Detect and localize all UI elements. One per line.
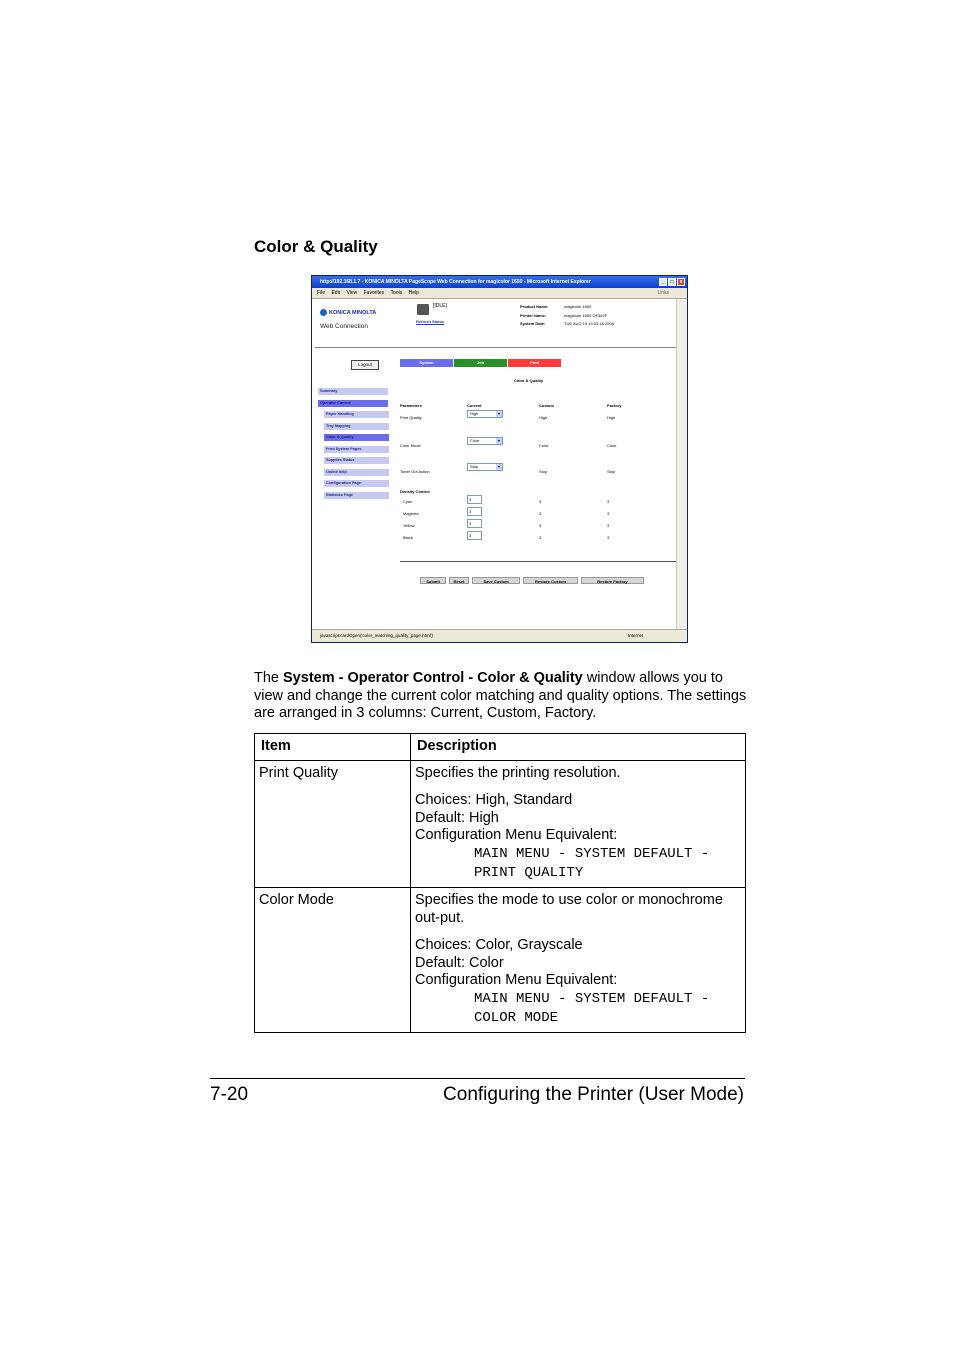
custom-black: 3 <box>539 535 542 540</box>
param-print-quality: Print Quality <box>400 415 422 420</box>
custom-toner-out: Stop <box>539 469 548 474</box>
browser-screenshot <box>311 275 688 643</box>
param-cyan: Cyan <box>403 499 413 504</box>
nav-print-system-pages[interactable]: Print System Pages <box>324 446 389 453</box>
chevron-down-icon: ▾ <box>497 464 500 469</box>
custom-yellow: 3 <box>539 523 542 528</box>
brand-logo: KONICA MINOLTA <box>320 309 376 316</box>
factory-magenta: 3 <box>607 511 610 516</box>
color-mode-select[interactable]: Color ▾ <box>467 437 503 445</box>
restore-factory-button[interactable]: Restore Factory <box>581 577 644 584</box>
col-custom: Custom <box>539 403 554 408</box>
printer-status: [IDLE] <box>433 303 447 309</box>
nav-configuration-page[interactable]: Configuration Page <box>324 480 389 487</box>
menu-file[interactable]: File <box>317 290 326 296</box>
side-nav <box>318 388 388 503</box>
action-buttons <box>420 577 644 584</box>
yellow-input[interactable]: 3 <box>467 519 482 528</box>
factory-black: 3 <box>607 535 610 540</box>
param-black: Black <box>403 535 413 540</box>
intro-paragraph: The System - Operator Control - Color & Quality window allows you to view and change the current color matching and quality options. The settings are arranged in 3 columns: Current, Custom, Factory. <box>254 670 747 722</box>
description-table <box>254 733 746 1033</box>
nav-statistics-page[interactable]: Statistics Page <box>324 492 389 499</box>
tab-job[interactable]: Job <box>454 359 507 367</box>
divider <box>315 347 679 348</box>
item-cell: Print Quality <box>255 760 411 887</box>
save-custom-button[interactable]: Save Custom <box>472 577 520 584</box>
section-heading: Color & Quality <box>254 237 378 256</box>
menu-help[interactable]: Help <box>408 290 419 296</box>
table-row <box>255 887 746 1032</box>
table-header-row <box>255 734 746 761</box>
scrollbar[interactable] <box>676 299 687 629</box>
brand-globe-icon <box>320 309 327 316</box>
window-title: http://192.168.1.7 - KONICA MINOLTA PageScope Web Connection for magicolor 1650 - Microsoft Internet Explorer <box>320 279 591 285</box>
param-magenta: Magenta <box>403 511 419 516</box>
col-current: Current <box>467 403 482 408</box>
description-cell: Specifies the printing resolution. Choices: High, Standard Default: High Configuration Menu Equivalent: MAIN MENU - SYSTEM DEFAULT - PRINT QUALITY <box>411 760 746 887</box>
web-page <box>312 299 677 629</box>
magenta-input[interactable]: 3 <box>467 507 482 516</box>
top-tabs <box>400 359 561 367</box>
restore-custom-button[interactable]: Restore Custom <box>523 577 578 584</box>
description-cell: Specifies the mode to use color or monochrome out-put. Choices: Color, Grayscale Default: Color Configuration Menu Equivalent: MAIN MENU - SYSTEM DEFAULT - COLOR MODE <box>411 887 746 1032</box>
links-label[interactable]: Links <box>657 290 669 296</box>
tab-system[interactable]: System <box>400 359 453 367</box>
close-icon[interactable]: x <box>677 278 685 286</box>
col-parameters: Parameters <box>400 403 422 408</box>
page-title: Color & Quality <box>514 378 544 383</box>
custom-magenta: 3 <box>539 511 542 516</box>
param-yellow: Yellow <box>403 523 415 528</box>
divider <box>400 561 676 562</box>
custom-color-mode: Color <box>539 443 549 448</box>
table-row <box>255 760 746 887</box>
factory-toner-out: Stop <box>607 469 616 474</box>
tab-print[interactable]: Print <box>508 359 561 367</box>
black-input[interactable]: 3 <box>467 531 482 540</box>
density-control-title: Density Control <box>400 489 430 494</box>
printer-icon <box>417 304 429 315</box>
nav-summary[interactable]: Summary <box>318 388 388 395</box>
chevron-down-icon: ▾ <box>497 411 500 416</box>
product-info: Product Name: magicolor 1650 Printer Name: magicolor 1650 OF362F System Date: TUE AUG 19 14:03:18 2008 <box>520 304 614 326</box>
cyan-input[interactable]: 3 <box>467 495 482 504</box>
menu-tools[interactable]: Tools <box>390 290 403 296</box>
item-cell: Color Mode <box>255 887 411 1032</box>
toner-out-select[interactable]: Stop ▾ <box>467 463 503 471</box>
factory-cyan: 3 <box>607 499 610 504</box>
minimize-icon[interactable]: _ <box>659 278 667 286</box>
status-url: javascript:cardOpen('color_matching_quality_page.html') <box>320 633 434 638</box>
nav-online-help[interactable]: Online help <box>324 469 389 476</box>
submit-button[interactable]: Submit <box>420 577 446 584</box>
custom-print-quality: High <box>539 415 548 420</box>
factory-color-mode: Color <box>607 443 617 448</box>
header-description: Description <box>411 734 746 761</box>
custom-cyan: 3 <box>539 499 542 504</box>
nav-tray-mapping[interactable]: Tray Mapping <box>324 423 389 430</box>
status-bar <box>312 629 687 642</box>
refresh-status-link[interactable]: Refresh Status <box>416 319 445 324</box>
nav-color-quality[interactable]: Color & Quality <box>324 434 389 441</box>
nav-operator-control[interactable]: Operator Control <box>318 400 388 407</box>
chevron-down-icon: ▾ <box>497 438 500 443</box>
reset-button[interactable]: Reset <box>449 577 469 584</box>
nav-supplies-status[interactable]: Supplies Status <box>324 457 389 464</box>
col-factory: Factory <box>607 403 622 408</box>
factory-print-quality: High <box>607 415 616 420</box>
logout-button[interactable]: Logout <box>351 360 379 370</box>
window-titlebar <box>312 276 687 288</box>
header-item: Item <box>255 734 411 761</box>
menu-bar <box>312 288 687 299</box>
factory-yellow: 3 <box>607 523 610 528</box>
menu-edit[interactable]: Edit <box>331 290 341 296</box>
param-color-mode: Color Mode <box>400 443 421 448</box>
footer-rule <box>210 1078 745 1079</box>
param-toner-out: Toner Out Action <box>400 469 430 474</box>
page-number: 7-20 <box>210 1084 249 1105</box>
maximize-icon[interactable]: □ <box>668 278 676 286</box>
menu-view[interactable]: View <box>346 290 358 296</box>
status-zone: Internet <box>628 633 644 638</box>
print-quality-select[interactable]: High ▾ <box>467 410 503 418</box>
nav-paper-handling[interactable]: Paper Handling <box>324 411 389 418</box>
web-connection-logo: Web Connection <box>320 323 368 330</box>
chapter-title: Configuring the Printer (User Mode) <box>443 1084 744 1105</box>
menu-favorites[interactable]: Favorites <box>363 290 385 296</box>
